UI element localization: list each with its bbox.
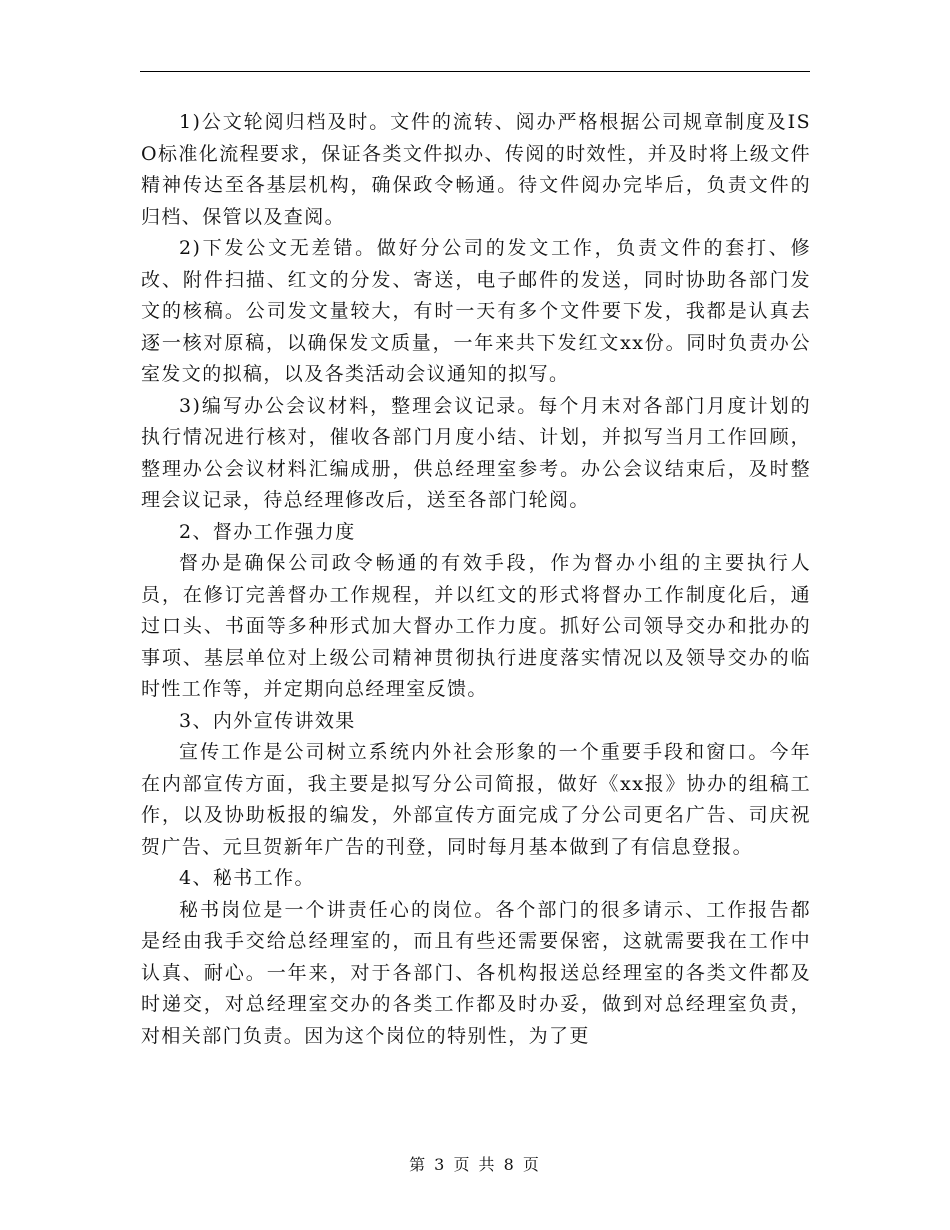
section-heading-4: 4、秘书工作。: [179, 867, 315, 889]
section-heading-3: 3、内外宣传讲效果: [179, 709, 356, 732]
paragraph-3: 3)编写办公会议材料，整理会议记录。每个月末对各部门月度计划的执行情况进行核对，催收各部门月度小结、计划，并拟写当月工作回顾，整理办公会议材料汇编成册，供总经理室参考。办公会议结束后，及时整理会议记录，待总经理修改后，送至各部门轮阅。: [141, 394, 811, 511]
paragraph-6: 秘书岗位是一个讲责任心的岗位。各个部门的很多请示、工作报告都是经由我手交给总经理室的，而且有些还需要保密，这就需要我在工作中认真、耐心。一年来，对于各部门、各机构报送总经理室的各类文件都及时递交，对总经理室交办的各类工作都及时办妥，做到对总经理室负责，对相关部门负责。因为这个岗位的特别性，为了更: [141, 898, 811, 1047]
document-body: [141, 107, 811, 1052]
paragraph-5: 宣传工作是公司树立系统内外社会形象的一个重要手段和窗口。今年在内部宣传方面，我主要是拟写分公司简报，做好《xx报》协办的组稿工作，以及协助板报的编发，外部宣传方面完成了分公司更名广告、司庆祝贺广告、元旦贺新年广告的刊登，同时每月基本做到了有信息登报。: [141, 741, 811, 858]
paragraph-4: 督办是确保公司政令畅通的有效手段，作为督办小组的主要执行人员，在修订完善督办工作规程，并以红文的形式将督办工作制度化后，通过口头、书面等多种形式加大督办工作力度。抓好公司领导交办和批办的事项、基层单位对上级公司精神贯彻执行进度落实情况以及领导交办的临时性工作等，并定期向总经理室反馈。: [141, 552, 811, 700]
page-footer: 第 3 页 共 8 页: [409, 1155, 541, 1174]
paragraph-2: 2)下发公文无差错。做好分公司的发文工作，负责文件的套打、修改、附件扫描、红文的分发、寄送，电子邮件的发送，同时协助各部门发文的核稿。公司发文量较大，有时一天有多个文件要下发，我都是认真去逐一核对原稿，以确保发文质量，一年来共下发红文xx份。同时负责办公室发文的拟稿，以及各类活动会议通知的拟写。: [141, 237, 811, 385]
paragraph-1: 1)公文轮阅归档及时。文件的流转、阅办严格根据公司规章制度及ISO标准化流程要求，保证各类文件拟办、传阅的时效性，并及时将上级文件精神传达至各基层机构，确保政令畅通。待文件阅办完毕后，负责文件的归档、保管以及查阅。: [141, 111, 811, 228]
header-rule: [140, 71, 810, 72]
section-heading-2: 2、督办工作强力度: [179, 520, 356, 543]
